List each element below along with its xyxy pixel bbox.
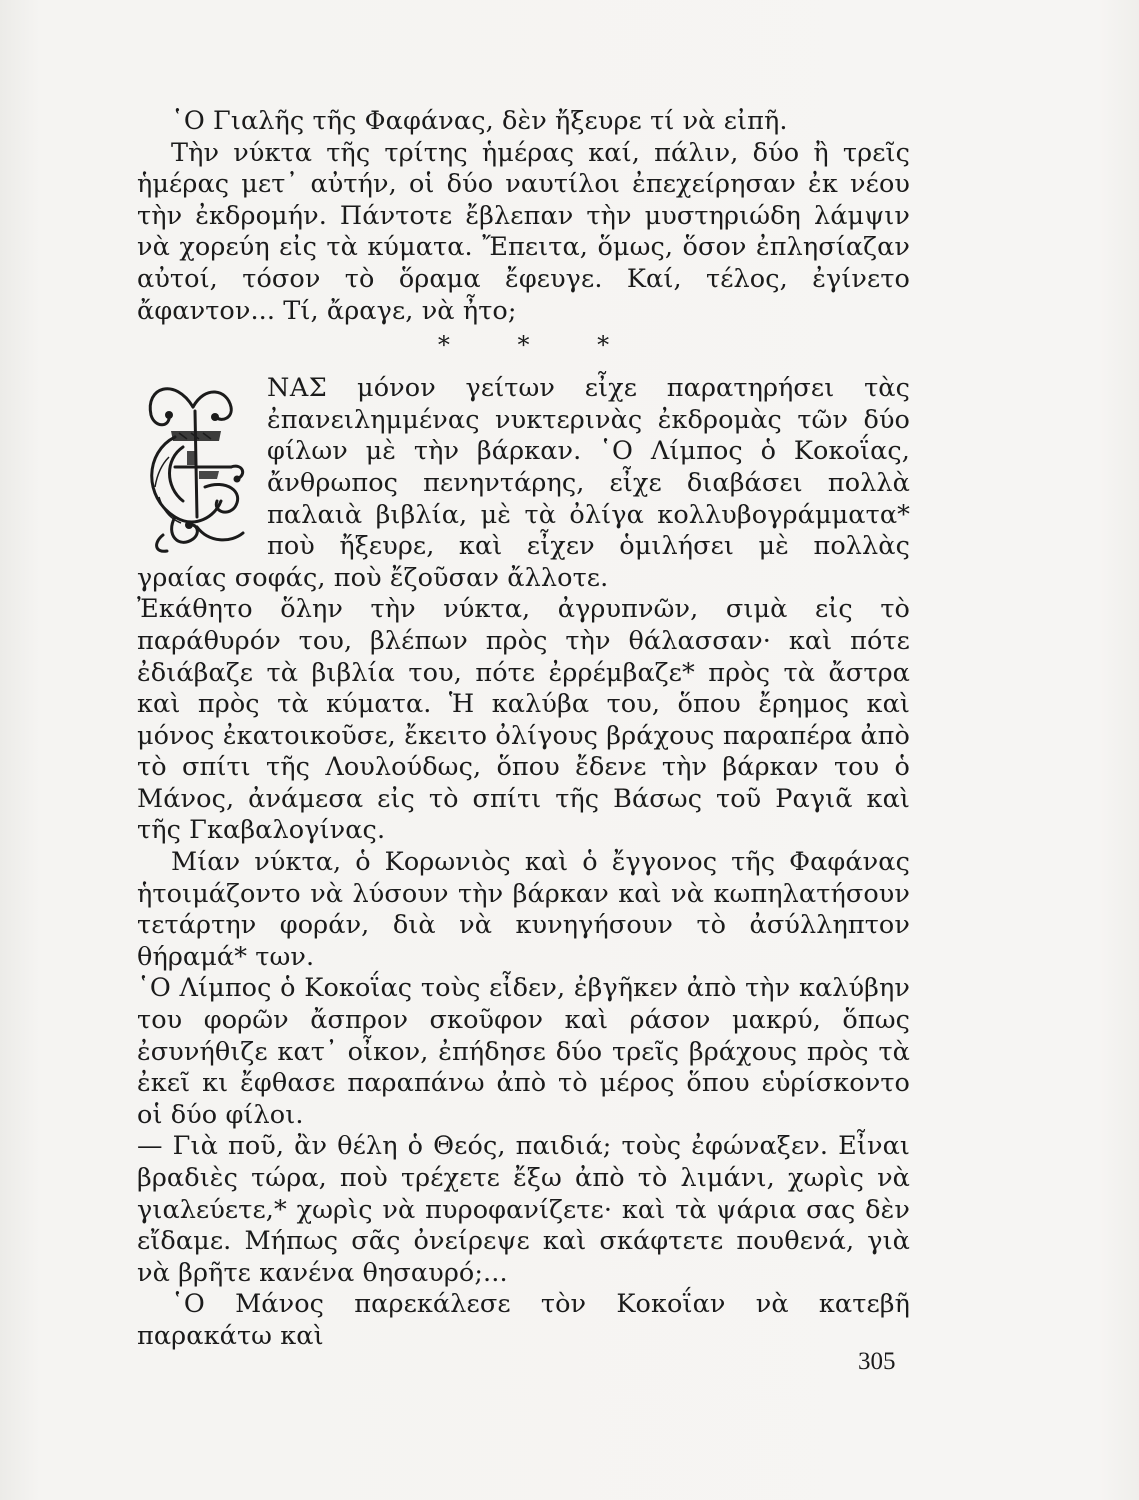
- paragraph-4: Ἐκάθητο ὅλην τὴν νύκτα, ἀγρυπνῶν, σιμὰ εἰς τὸ παράθυρόν του, βλέπων πρὸς τὴν θάλασσαν· καὶ πότε ἐδιάβαζε τὰ βιβλία του, πότε ἐρρέμβαζε* πρὸς τὰ ἄστρα καὶ πρὸς τὰ κύματα. Ἡ καλύβα του, ὅπου ἔρημος καὶ μόνος ἐκατοικοῦσε, ἔκειτο ὀλίγους βράχους παραπέρα ἀπὸ τὸ σπίτι τῆς Λουλούδως, ὅπου ἔδενε τὴν βάρκαν του ὁ Μάνος, ἀνάμεσα εἰς τὸ σπίτι τῆς Βάσως τοῦ Ραγιᾶ καὶ τῆς Γκαβαλογίνας.: [137, 594, 910, 846]
- paragraph-7: — Γιὰ ποῦ, ἂν θέλη ὁ Θεός, παιδιά; τοὺς ἐφώναξεν. Εἶναι βραδιὲς τώρα, ποὺ τρέχετε ἔξω ἀπὸ τὸ λιμάνι, χωρὶς νὰ γιαλεύετε,* χωρὶς νὰ πυροφανίζετε· καὶ τὰ ψάρια σας δὲν εἴδαμε. Μήπως σᾶς ὀνείρεψε καὶ σκάφτετε πουθενά, γιὰ νὰ βρῆτε κανένα θησαυρό;...: [137, 1131, 910, 1288]
- paragraph-2: Τὴν νύκτα τῆς τρίτης ἡμέρας καί, πάλιν, δύο ἢ τρεῖς ἡμέρας μετ᾽ αὐτήν, οἱ δύο ναυτίλοι ἐπεχείρησαν ἐκ νέου τὴν ἐκδρομήν. Πάντοτε ἔβλεπαν τὴν μυστηριώδη λάμψιν νὰ χορεύη εἰς τὰ κύματα. Ἔπειτα, ὅμως, ὅσον ἐπλησίαζαν αὐτοί, τόσον τὸ ὅραμα ἔφευγε. Καί, τέλος, ἐγίνετο ἄφαντον... Τί, ἄραγε, νὰ ἦτο;: [137, 137, 910, 326]
- paragraph-5: Μίαν νύκτα, ὁ Κορωνιὸς καὶ ὁ ἔγγονος τῆς Φαφάνας ἡτοιμάζοντο νὰ λύσουν τὴν βάρκαν καὶ νὰ κωπηλατήσουν τετάρτην φοράν, διὰ νὰ κυνηγήσουν τὸ ἀσύλληπτον θήραμά* των.: [137, 847, 910, 972]
- drop-cap-paragraph-text: μόνον γείτων εἶχε παρατηρήσει τὰς ἐπανειλημμένας νυκτερινὰς ἐκδρομὰς τῶν δύο φίλων μὲ τὴν βάρκαν. ῾Ο Λίμπος ὁ Κοκοΐας, ἄνθρωπος πενηντάρης, εἶχε διαβάσει πολλὰ παλαιὰ βιβλία, μὲ τὰ ὀλίγα κολλυβογράμματα* ποὺ ἤξευρε, καὶ εἶχεν ὁμιλήσει μὲ πολλὰς γραίας σοφάς, ποὺ ἔζοῦσαν ἄλλοτε.: [137, 373, 910, 593]
- paragraph-8: ῾Ο Μάνος παρεκάλεσε τὸν Κοκοΐαν νὰ κατεβῆ παρακάτω καὶ: [137, 1289, 910, 1351]
- drop-cap-paragraph: [137, 373, 910, 594]
- section-separator: * * *: [437, 331, 640, 360]
- body-text: [137, 106, 910, 1353]
- ornamental-drop-cap-icon: [135, 367, 255, 557]
- page-number: 305: [858, 1348, 896, 1375]
- paragraph-6: ῾Ο Λίμπος ὁ Κοκοΐας τοὺς εἶδεν, ἐβγῆκεν ἀπὸ τὴν καλύβην του φορῶν ἄσπρον σκοῦφον καὶ ράσον μακρύ, ὅπως ἐσυνήθιζε κατ᾽ οἶκον, ἐπήδησε δύο τρεῖς βράχους πρὸς τὰ ἐκεῖ κι ἔφθασε παραπάνω ἀπὸ τὸ μέρος ὅπου εὑρίσκοντο οἱ δύο φίλοι.: [137, 973, 910, 1130]
- drop-cap-word-caps: ΝΑΣ: [267, 373, 328, 404]
- paragraph-1: ῾Ο Γιαλῆς τῆς Φαφάνας, δὲν ἤξευρε τί νὰ εἰπῆ.: [171, 106, 788, 136]
